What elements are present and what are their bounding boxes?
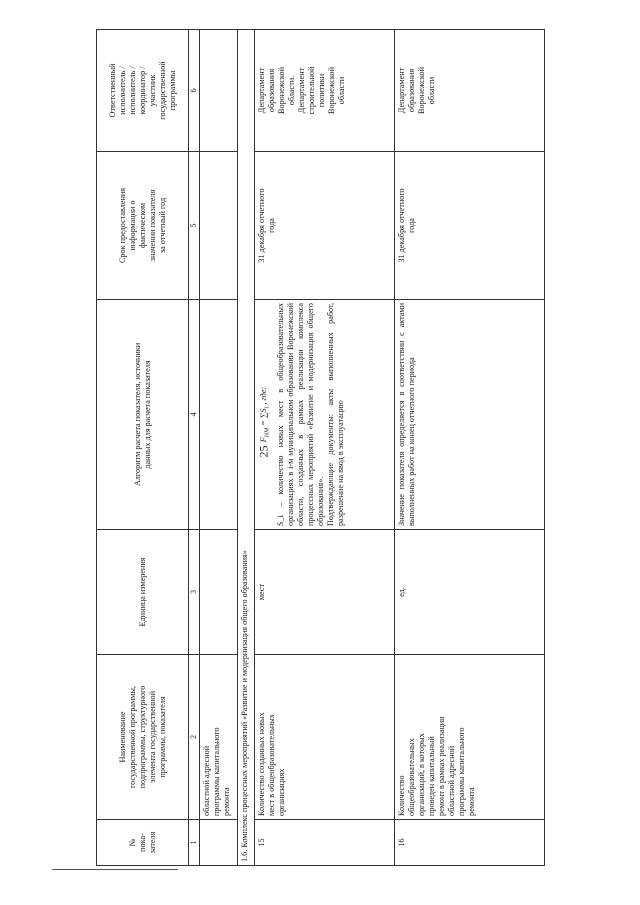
continuation-row <box>200 30 238 866</box>
row-responsible: Департамент образования Воронежской области. Департамент строительной политики Воронежской области <box>255 30 395 152</box>
page-number: 25 <box>256 445 271 458</box>
row-algorithm <box>255 300 395 530</box>
table-row <box>395 30 545 866</box>
header-deadline: Срок предоставления информации о фактическом значении показателя за отчетный год <box>97 152 189 300</box>
header-algorithm: Алгоритм расчета показателя, источники данных для расчета показателя <box>97 300 189 530</box>
continuation-name: областной адресной программы капитального ремонта <box>200 655 238 820</box>
algorithm-text: S_i – количество новых мест в общеобразовательных организациях в i-м муниципальном образовании Воронежской области, созданных в рамках реализации комплекса процессных мероприятий «Развитие и модернизация общего образования». Подтверждающие документы: акты выполненных работ, разрешение на ввод в эксплуатацию <box>275 303 345 526</box>
row-name: Количество общеобразовательных организаций, в которых проведен капитальный ремонт в рамках реализации областной адресной программы капитального ремонта <box>395 655 545 820</box>
rotated-table-container <box>96 30 540 866</box>
column-number: 1 <box>189 820 200 866</box>
row-unit: мест <box>255 530 395 655</box>
header-indicator-number: № пока- зателя <box>97 820 189 866</box>
column-number: 3 <box>189 530 200 655</box>
row-deadline: 31 декабря отчетного года <box>395 152 545 300</box>
row-number: 15 <box>255 820 395 866</box>
section-row <box>238 30 255 866</box>
footnote-separator <box>52 869 178 870</box>
section-heading: 1.6. Комплекс процессных мероприятий «Развитие и модернизация общего образования» <box>238 30 255 866</box>
column-number: 4 <box>189 300 200 530</box>
column-number-row <box>189 30 200 866</box>
header-unit: Единица измерения <box>97 530 189 655</box>
column-number: 2 <box>189 655 200 820</box>
header-row <box>97 30 189 866</box>
row-algorithm: Значение показателя определяется в соответствии с актами выполненных работ на конец отчетного периода <box>395 300 545 530</box>
row-number: 16 <box>395 820 545 866</box>
header-responsible: Ответственный исполнитель / исполнитель / координатор / участник государственной программы <box>97 30 189 152</box>
indicator-table <box>96 29 545 866</box>
column-number: 6 <box>189 30 200 152</box>
row-deadline: 31 декабря отчетного года <box>255 152 395 300</box>
column-number: 5 <box>189 152 200 300</box>
row-name: Количество созданных новых мест в общеобразовательных организациях <box>255 655 395 820</box>
row-responsible: Департамент образования Воронежской области <box>395 30 545 152</box>
header-program-name: Наименование государственной программы, подпрограммы, структурного элемента государственной программы, показателя <box>97 655 189 820</box>
row-unit: ед. <box>395 530 545 655</box>
table-row <box>255 30 395 866</box>
algorithm-formula: $F_{НМ} = \sum S_i$ , где: <box>259 386 271 443</box>
